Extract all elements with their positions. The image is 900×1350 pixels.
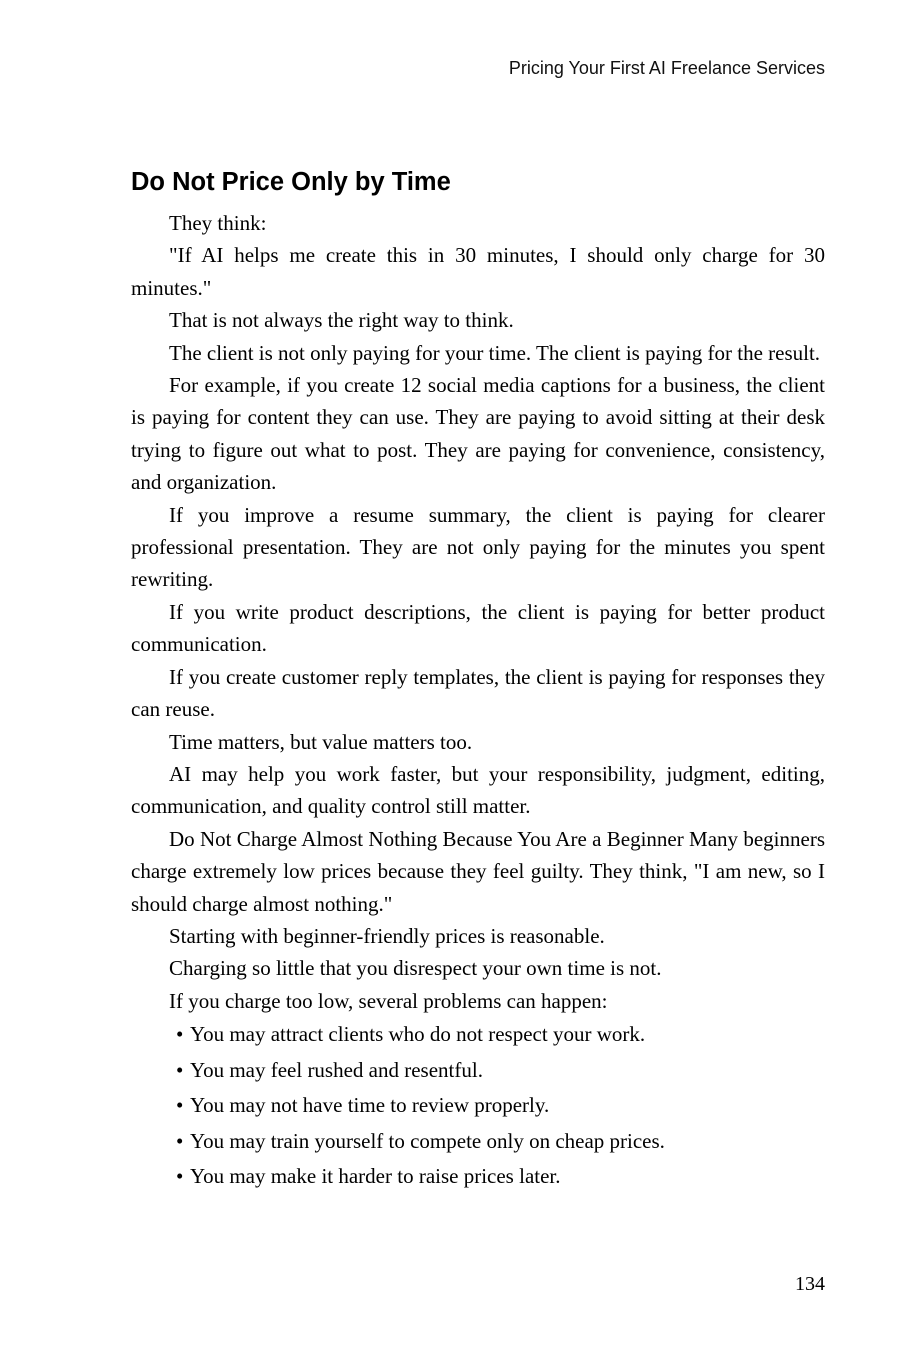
bullet-text: You may make it harder to raise prices later. [190, 1164, 561, 1189]
paragraph: They think: [169, 211, 267, 235]
bullet-item [131, 1124, 825, 1160]
bullet-marker: • [176, 1164, 184, 1189]
body-text [131, 207, 825, 1195]
bullet-text: You may train yourself to compete only on cheap prices. [190, 1128, 665, 1153]
bullet-text: You may not have time to review properly. [190, 1093, 550, 1118]
paragraph: If you improve a resume summary, the client is paying for clearer professional presentation. They are not only paying for the minutes you spent rewriting. [131, 502, 825, 592]
running-header: Pricing Your First AI Freelance Services [508, 58, 825, 78]
section-title: Do Not Price Only by Time [131, 168, 451, 196]
bullet-marker: • [176, 1022, 184, 1047]
paragraph: Time matters, but value matters too. [169, 729, 473, 754]
bullet-marker: • [176, 1093, 184, 1118]
page-number: 134 [795, 1273, 825, 1295]
bullet-item [131, 1017, 825, 1053]
bullet-list [131, 1017, 825, 1195]
paragraph: "If AI helps me create this in 30 minutes, I should only charge for 30 minutes." [131, 243, 825, 300]
bullet-marker: • [176, 1057, 184, 1082]
paragraph: Do Not Charge Almost Nothing Because You Are a Beginner Many beginners charge extremely low prices because they feel guilty. They think, "I am new, so I should charge almost nothing." [131, 826, 825, 916]
paragraph: That is not always the right way to think. [169, 308, 514, 333]
bullet-item [131, 1053, 825, 1089]
bullet-marker: • [176, 1128, 184, 1153]
paragraph: Charging so little that you disrespect your own time is not. [169, 956, 662, 981]
paragraph: For example, if you create 12 social media captions for a business, the client is paying for content they can use. They are paying to avoid sitting at their desk trying to figure out what to post. They are paying for convenience, consistency, and organization. [131, 373, 825, 495]
bullet-item [131, 1159, 825, 1195]
paragraph: Starting with beginner-friendly prices is reasonable. [169, 923, 605, 948]
paragraph: If you charge too low, several problems can happen: [169, 988, 608, 1013]
bullet-text: You may feel rushed and resentful. [190, 1057, 483, 1082]
bullet-item [131, 1088, 825, 1124]
paragraph: If you write product descriptions, the client is paying for better product communication. [131, 599, 825, 657]
page-content [131, 164, 825, 1195]
bullet-text: You may attract clients who do not respect your work. [190, 1022, 646, 1047]
paragraph: AI may help you work faster, but your responsibility, judgment, editing, communication, and quality control still matter. [131, 761, 825, 819]
paragraph: The client is not only paying for your time. The client is paying for the result. [169, 340, 821, 365]
paragraph: If you create customer reply templates, the client is paying for responses they can reuse. [131, 664, 825, 722]
